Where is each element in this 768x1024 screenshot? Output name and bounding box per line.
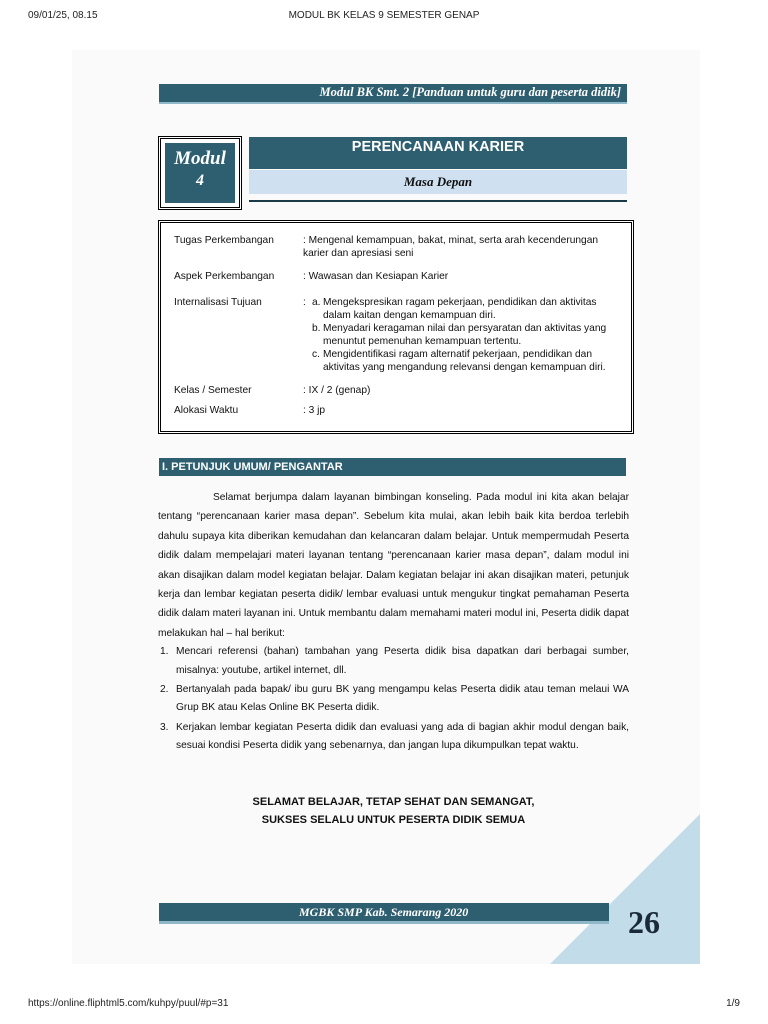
list-number: 3. xyxy=(160,721,169,733)
goal-letter: a. xyxy=(312,297,321,308)
goal-item xyxy=(303,322,613,348)
goal-text: Mengekspresikan ragam pekerjaan, pendidikan dan aktivitas dalam kaitan dengan kemampuan diri. xyxy=(323,297,597,321)
info-label: Aspek Perkembangan xyxy=(174,271,275,282)
list-text: Bertanyalah pada bapak/ ibu guru BK yang mengampu kelas Peserta didik atau teman melaui WA Grup BK atau Kelas Online BK Peserta didik. xyxy=(176,684,629,714)
list-item xyxy=(158,681,629,718)
list-item xyxy=(158,643,629,680)
info-value: : 3 jp xyxy=(303,405,326,416)
info-label: Internalisasi Tujuan xyxy=(174,297,262,308)
info-value: : IX / 2 (genap) xyxy=(303,385,371,396)
footer-bar xyxy=(159,903,609,924)
goal-item xyxy=(303,348,613,374)
document-page xyxy=(72,50,700,964)
info-label: Tugas Perkembangan xyxy=(174,235,274,246)
module-header-text: Modul BK Smt. 2 [Panduan untuk guru dan peserta didik] xyxy=(319,85,621,99)
print-header xyxy=(28,10,740,26)
print-footer xyxy=(28,998,740,1014)
goal-letter: c. xyxy=(312,349,320,360)
list-text: Mencari referensi (bahan) tambahan yang Peserta didik bisa dapatkan dari berbagai sumber, misalnya: youtube, artikel internet, dll. xyxy=(176,646,629,676)
module-info-box xyxy=(158,220,634,434)
print-url[interactable]: https://online.fliphtml5.com/kuhpy/puul/#p=31 xyxy=(28,998,229,1009)
goal-item xyxy=(303,296,613,322)
section-body xyxy=(158,488,629,757)
goal-list xyxy=(303,296,613,374)
goal-letter: b. xyxy=(312,323,321,334)
footer-text: MGBK SMP Kab. Semarang 2020 xyxy=(299,905,469,919)
info-colon: : xyxy=(303,297,306,308)
closing-line: SELAMAT BELAJAR, TETAP SEHAT DAN SEMANGAT, xyxy=(252,796,535,808)
instruction-list xyxy=(158,643,629,755)
chapter-title: PERENCANAAN KARIER xyxy=(249,137,627,169)
print-page-counter: 1/9 xyxy=(726,998,740,1009)
modul-label: Modul xyxy=(174,148,226,169)
info-label: Alokasi Waktu xyxy=(174,405,239,416)
intro-paragraph: Selamat berjumpa dalam layanan bimbingan konseling. Pada modul ini kita akan belajar tentang “perencanaan karier masa depan”. Sebelum kita mulai, akan lebih baik kita berdoa terlebih dahulu supaya kita diberikan kemudahan dan kelancaran dalam belajar. Untuk mempermudah Peserta didik dalam mempelajari materi layanan tentang “perencanaan karier masa depan”, dalam modul ini akan disajikan dalam model kegiatan belajar. Dalam kegiatan belajar ini akan disajikan materi, petunjuk kerja dan lembar kegiatan peserta didik/ lembar evaluasi untuk mengukur tingkat pemahaman Peserta didik dalam materi layanan ini. Untuk membantu dalam memahami materi modul ini, Peserta didik dapat melakukan hal – hal berikut: xyxy=(158,492,629,639)
list-text: Kerjakan lembar kegiatan Peserta didik dan evaluasi yang ada di bagian akhir modul dengan baik, sesuai kondisi Peserta didik yang sebenarnya, dan jangan lupa dikumpulkan tepat waktu. xyxy=(176,721,629,752)
modul-number-badge xyxy=(165,143,235,203)
info-value: : Mengenal kemampuan, bakat, minat, serta arah kecenderungan karier dan apresiasi seni xyxy=(303,235,599,259)
print-document-title: MODUL BK KELAS 9 SEMESTER GENAP xyxy=(288,10,480,21)
goal-text: Mengidentifikasi ragam alternatif pekerjaan, pendidikan dan aktivitas yang mengandung relevansi dengan kemampuan diri. xyxy=(323,349,606,373)
list-number: 1. xyxy=(160,646,169,658)
print-timestamp: 09/01/25, 08.15 xyxy=(28,10,98,21)
info-label: Kelas / Semester xyxy=(174,385,252,396)
modul-number-box xyxy=(158,136,242,210)
list-item xyxy=(158,719,629,756)
page-number: 26 xyxy=(628,904,660,940)
section-heading: I. PETUNJUK UMUM/ PENGANTAR xyxy=(162,461,343,473)
title-divider xyxy=(249,200,627,202)
module-header-bar xyxy=(159,84,627,104)
modul-number: 4 xyxy=(196,172,204,189)
list-number: 2. xyxy=(160,684,169,696)
corner-decoration xyxy=(550,814,700,964)
chapter-subtitle: Masa Depan xyxy=(249,170,627,194)
info-value: : Wawasan dan Kesiapan Karier xyxy=(303,271,449,282)
closing-line: SUKSES SELALU UNTUK PESERTA DIDIK SEMUA xyxy=(261,814,526,826)
goal-text: Menyadari keragaman nilai dan persyaratan dan aktivitas yang menuntut pemenuhan kemampuan tertentu. xyxy=(323,323,607,347)
section-heading-bar xyxy=(159,458,626,476)
